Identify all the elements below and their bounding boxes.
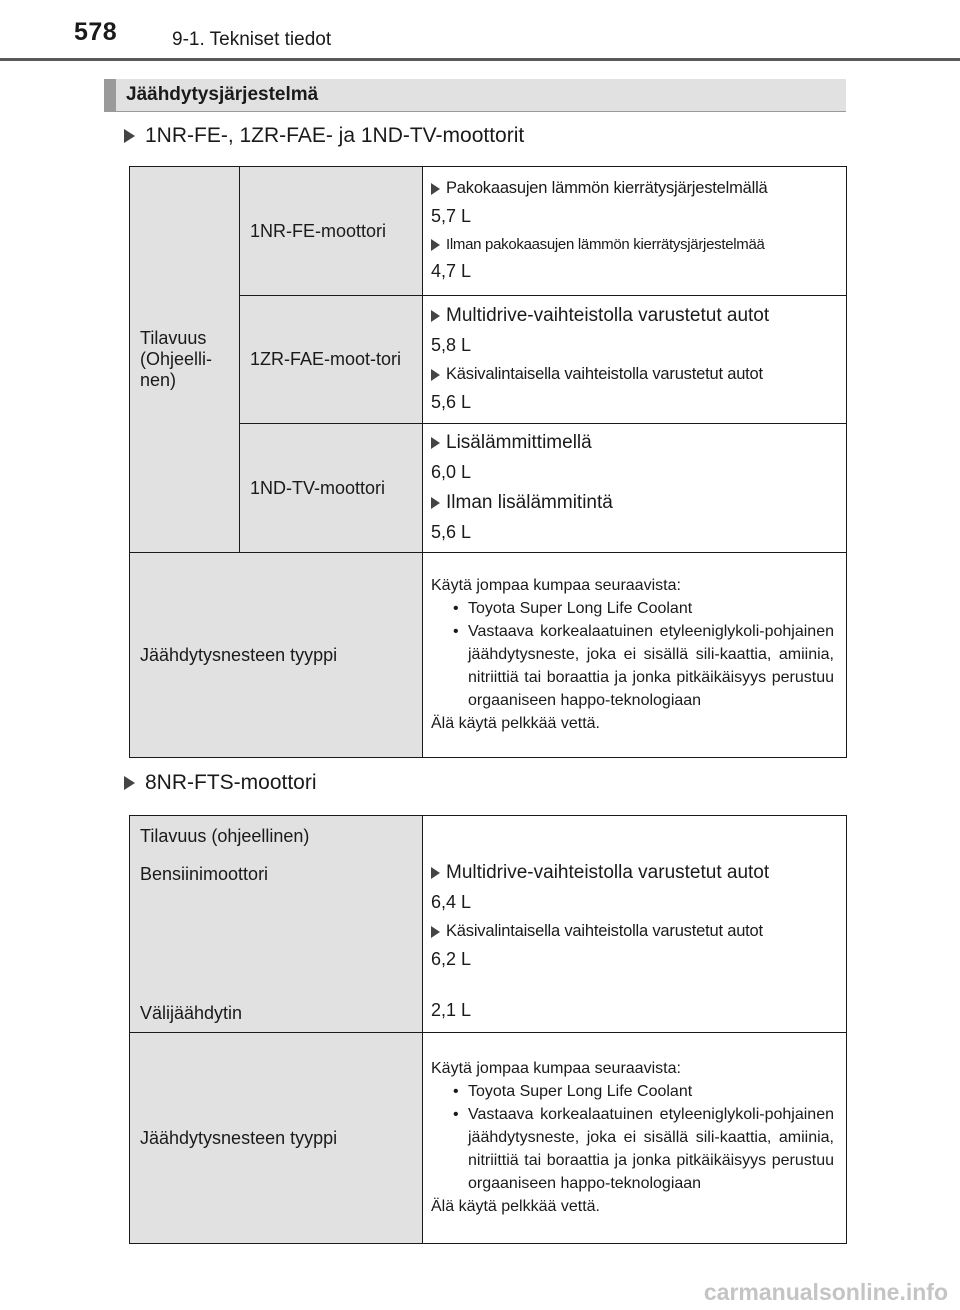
option-row xyxy=(431,862,846,884)
capacity-value: 6,4 L xyxy=(431,892,472,912)
coolant-bullet-text: Toyota Super Long Life Coolant xyxy=(468,1082,693,1100)
subheading-2 xyxy=(124,771,317,795)
watermark: carmanualsonline.info xyxy=(703,1279,948,1305)
option-label: Ilman lisälämmitintä xyxy=(446,492,613,513)
triangle-bullet-icon xyxy=(431,239,440,251)
subheading-1-text: 1NR-FE-, 1ZR-FAE- ja 1ND-TV-moottorit xyxy=(145,124,525,147)
option-label: Käsivalintaisella vaihteistolla varustetut autot xyxy=(446,365,763,383)
engine-name-cell xyxy=(240,424,423,553)
coolant-note: Älä käytä pelkkää vettä. xyxy=(431,714,600,732)
coolant-type-cell xyxy=(423,553,847,758)
triangle-bullet-icon xyxy=(431,867,440,879)
triangle-bullet-icon xyxy=(431,926,440,938)
header-rule xyxy=(0,58,960,61)
petrol-engine-label: Bensiinimoottori xyxy=(140,864,269,884)
capacity-value: 4,7 L xyxy=(431,261,472,281)
coolant-intro: Käytä jompaa kumpaa seuraavista: xyxy=(431,576,681,594)
section-title: Jäähdytysjärjestelmä xyxy=(126,84,319,105)
engine-name-cell xyxy=(240,296,423,424)
option-row xyxy=(431,492,846,514)
capacity-label: Tilavuus (ohjeellinen) xyxy=(140,826,310,846)
engine-values-cell xyxy=(423,424,847,553)
engine-name: 1ZR-FAE-moot-tori xyxy=(250,349,402,370)
coolant-bullet: • Toyota Super Long Life Coolant xyxy=(453,1082,693,1100)
option-row xyxy=(431,179,846,198)
option-row xyxy=(431,922,846,941)
option-label: Käsivalintaisella vaihteistolla varustetut autot xyxy=(446,922,763,940)
engine-values-cell xyxy=(423,167,847,296)
engine-name: 1ND-TV-moottori xyxy=(250,477,386,498)
capacity-value: 5,6 L xyxy=(431,392,472,412)
capacity-value: 6,0 L xyxy=(431,462,472,482)
capacity-label-cell xyxy=(130,816,423,1033)
option-label: Ilman pakokaasujen lämmön kierrätysjärjestelmää xyxy=(446,236,765,253)
option-label: Multidrive-vaihteistolla varustetut autot xyxy=(446,862,770,883)
page-number: 578 xyxy=(74,18,118,46)
chapter-title: 9-1. Tekniset tiedot xyxy=(172,29,332,50)
option-label: Lisälämmittimellä xyxy=(446,432,592,453)
engine-values-cell xyxy=(423,296,847,424)
capacity-value: 5,6 L xyxy=(431,522,472,542)
engine-name-cell xyxy=(240,167,423,296)
option-row xyxy=(431,365,846,384)
triangle-bullet-icon xyxy=(431,310,440,322)
coolant-table-2 xyxy=(129,815,847,1244)
capacity-value: 6,2 L xyxy=(431,949,472,969)
triangle-bullet-icon xyxy=(431,437,440,449)
coolant-type-cell xyxy=(423,1033,847,1244)
triangle-bullet-icon xyxy=(431,369,440,381)
coolant-bullet-text: Toyota Super Long Life Coolant xyxy=(468,599,693,617)
capacity-label-cell xyxy=(130,167,240,553)
option-label: Pakokaasujen lämmön kierrätysjärjestelmällä xyxy=(446,179,768,197)
coolant-bullet-text: Vastaava korkealaatuinen etyleeniglykoli-pohjainen jäähdytysneste, joka ei sisällä sili-kaattia, amiinia, nitriittiä tai boraattia ja jonka pitkäikäisyys perustuu orgaaniseen happo-teknologiaan xyxy=(468,1105,834,1192)
triangle-bullet-icon xyxy=(431,497,440,509)
coolant-bullet: • Vastaava korkealaatuinen etyleeniglykoli-pohjainen jäähdytysneste, joka ei sisällä sili-kaattia, amiinia, nitriittiä tai boraattia ja jonka pitkäikäisyys perustuu orgaaniseen happo-teknologiaan xyxy=(453,622,834,709)
intercooler-value: 2,1 L xyxy=(431,1000,472,1020)
coolant-bullet: • Toyota Super Long Life Coolant xyxy=(453,599,693,617)
subheading-1 xyxy=(124,124,524,148)
triangle-bullet-icon xyxy=(124,129,135,143)
coolant-type-label-cell xyxy=(130,1033,423,1244)
capacity-value: 5,7 L xyxy=(431,206,472,226)
coolant-intro: Käytä jompaa kumpaa seuraavista: xyxy=(431,1059,681,1077)
coolant-bullet-text: Vastaava korkealaatuinen etyleeniglykoli-pohjainen jäähdytysneste, joka ei sisällä sili-kaattia, amiinia, nitriittiä tai boraattia ja jonka pitkäikäisyys perustuu orgaaniseen happo-teknologiaan xyxy=(468,622,834,709)
option-row xyxy=(431,432,846,454)
triangle-bullet-icon xyxy=(124,776,135,790)
engine-name: 1NR-FE-moottori xyxy=(250,220,387,241)
triangle-bullet-icon xyxy=(431,183,440,195)
coolant-bullet: • Vastaava korkealaatuinen etyleeniglykoli-pohjainen jäähdytysneste, joka ei sisällä sili-kaattia, amiinia, nitriittiä tai boraattia ja jonka pitkäikäisyys perustuu orgaaniseen happo-teknologiaan xyxy=(453,1105,834,1192)
capacity-values-cell xyxy=(423,816,847,1033)
option-row xyxy=(431,236,846,253)
coolant-note: Älä käytä pelkkää vettä. xyxy=(431,1197,600,1215)
coolant-type-label-cell xyxy=(130,553,423,758)
coolant-type-label: Jäähdytysnesteen tyyppi xyxy=(140,644,338,665)
option-row xyxy=(431,305,846,327)
subheading-2-text: 8NR-FTS-moottori xyxy=(145,771,317,794)
intercooler-label: Välijäähdytin xyxy=(140,1003,243,1023)
section-header xyxy=(104,79,846,111)
option-label: Multidrive-vaihteistolla varustetut autot xyxy=(446,305,770,326)
coolant-table-1 xyxy=(129,166,847,758)
capacity-label: Tilavuus (Ohjeelli-nen) xyxy=(140,328,213,390)
coolant-type-label: Jäähdytysnesteen tyyppi xyxy=(140,1127,338,1148)
capacity-value: 5,8 L xyxy=(431,335,472,355)
section-rule xyxy=(104,111,846,112)
